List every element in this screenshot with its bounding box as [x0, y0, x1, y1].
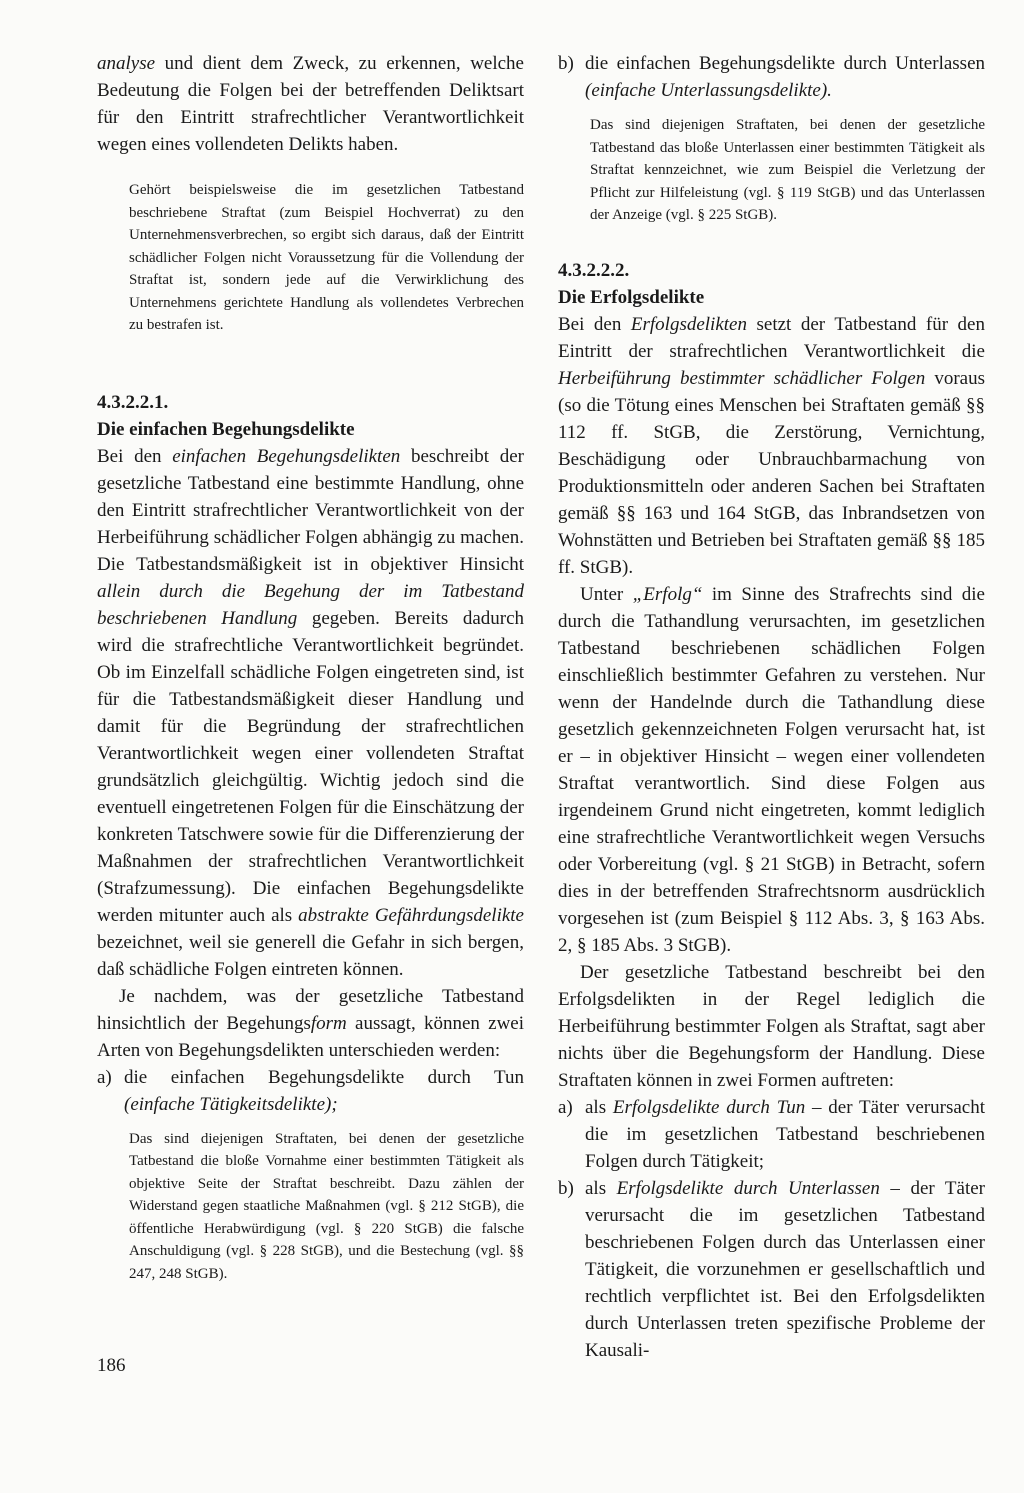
emphasis-text: (einfache Tätigkeitsdelikte);	[124, 1093, 338, 1115]
section-number: 4.3.2.2.1.	[97, 391, 169, 413]
emphasis-text: „Erfolg“	[632, 583, 703, 605]
emphasis-text: Herbeiführung bestimmter schädlicher Folgen	[558, 367, 926, 389]
list-text: die einfachen Begehungsdelikte durch Tun (einfache Tätigkeitsdelikte);	[124, 1066, 524, 1115]
list-label: b)	[558, 53, 574, 74]
emphasis-text: abstrakte Gefährdungsdelikte	[298, 904, 524, 926]
list-label: a)	[558, 1096, 573, 1118]
left-column	[97, 50, 524, 1285]
note-unterlassungsdelikte: Das sind diejenigen Straftaten, bei denen der gesetzliche Tatbestand das bloße Unterlassen einer bestimmten Tätigkeit als Straftat kennzeichnet, wie zum Beispiel die Verletzung der Pflicht zur Hilfeleistung (vgl. § 119 StGB) und das Unterlassen der Anzeige (vgl. § 225 StGB).	[590, 117, 985, 223]
list-text: die einfachen Begehungsdelikte durch Unterlassen (einfache Unterlassungsdelikte).	[585, 53, 985, 101]
list-item-a	[97, 1064, 524, 1118]
paragraph-main: Bei den einfachen Begehungsdelikten beschreibt der gesetzliche Tatbestand eine bestimmte Handlung, ohne den Eintritt strafrechtlicher Verantwortlichkeit von der Herbeiführung schädlicher Folgen abhängig zu machen. Die Tatbestandsmäßigkeit ist in objektiver Hinsicht allein durch die Begehung der im Tatbestand beschriebenen Handlung gegeben. Bereits dadurch wird die strafrechtliche Verantwortlichkeit begründet. Ob im Einzelfall schädliche Folgen eingetreten sind, ist für die Tatbestandsmäßigkeit dieser Handlung und damit für die Begründung der strafrechtlichen Verantwortlichkeit wegen einer vollendeten Straftat grundsätzlich gleichgültig. Wichtig jedoch sind die eventuell eingetretenen Folgen für die Einschätzung der konkreten Tatschwere sowie für die Differenzierung der Maßnahmen der strafrechtlichen Verantwortlichkeit (Strafzumessung). Die einfachen Begehungsdelikte werden mitunter auch als abstrakte Gefährdungsdelikte bezeichnet, weil sie generell die Gefahr in sich bergen, daß schädliche Folgen eintreten können.	[97, 445, 525, 980]
list-item-b	[558, 50, 985, 104]
section-title: Die Erfolgsdelikte	[558, 286, 705, 308]
emphasis-text: form	[310, 1012, 347, 1034]
list-item-a	[558, 1094, 985, 1175]
emphasis-text: (einfache Unterlassungsdelikte).	[585, 80, 832, 101]
list-item-b	[558, 1175, 985, 1364]
note-unternehmensverbrechen: Gehört beispielsweise die im gesetzlichen Tatbestand beschriebene Straftat (zum Beispiel Hochverrat) zu den Unternehmensverbrechen, so ergibt sich daraus, daß der Eintritt schädlicher Folgen nicht Voraussetzung für die Vollendung der Straftat ist, sondern jede auf die Verwirklichung des Unternehmens gerichtete Handlung als vollendetes Verbrechen zu bestrafen ist.	[129, 182, 524, 333]
emphasis-text: Erfolgsdelikte durch Tun	[612, 1096, 806, 1118]
paragraph-intro: analyse und dient dem Zweck, zu erkennen, welche Bedeutung die Folgen bei der betreffenden Deliktsart für den Eintritt strafrechtlicher Verantwortlichkeit wegen eines vollendeten Delikts haben.	[97, 53, 524, 155]
emphasis-text: analyse	[97, 53, 156, 74]
emphasis-text: allein durch die Begehung der im Tatbestand beschriebenen Handlung	[97, 580, 524, 629]
page-number: 186	[97, 1355, 126, 1376]
emphasis-text: Erfolgsdelikte durch Unterlassen	[616, 1177, 880, 1199]
emphasis-text: einfachen Begehungsdelikten	[172, 445, 401, 467]
list-text: als Erfolgsdelikte durch Unterlassen – der Täter verursacht die im gesetzlichen Tatbestand beschriebenen Folgen durch das Unterlassen einer Tätigkeit, die vorzunehmen er gesellschaftlich und rechtlich verpflichtet ist. Bei den Erfolgsdelikten durch Unterlassen treten spezifische Probleme der Kausali-	[585, 1177, 985, 1361]
right-column	[558, 50, 985, 1364]
paragraph-erfolgsdelikte: Bei den Erfolgsdelikten setzt der Tatbestand für den Eintritt der strafrechtlichen Verantwortlichkeit die Herbeiführung bestimmter schädlicher Folgen voraus (so die Tötung eines Menschen bei Straftaten gemäß §§ 112 ff. StGB, die Zerstörung, Vernichtung, Beschädigung oder Unbrauchbarmachung von Produktionsmitteln oder anderen Sachen bei Straftaten gemäß §§ 163 und 164 StGB, das Inbrandsetzen von Wohnstätten und Betrieben bei Straftaten gemäß §§ 185 ff. StGB).	[558, 313, 985, 578]
section-title: Die einfachen Begehungsdelikte	[97, 418, 355, 440]
paragraph-tatbestand: Der gesetzliche Tatbestand beschreibt bei den Erfolgsdelikten in der Regel lediglich die Herbeiführung bestimmter Folgen als Straftat, sagt aber nichts über die Begehungsform der Handlung. Diese Straftaten können in zwei Formen auftreten:	[558, 961, 985, 1091]
note-taetigkeitsdelikte: Das sind diejenigen Straftaten, bei denen der gesetzliche Tatbestand die bloße Vornahme einer bestimmten Tätigkeit als objektive Seite der Straftat beschreibt. Dazu zählen der Widerstand gegen staatliche Maßnahmen (vgl. § 212 StGB), die öffentliche Herabwürdigung (vgl. § 220 StGB) die falsche Anschuldigung (vgl. § 228 StGB), und die Bestechung (vgl. §§ 247, 248 StGB).	[129, 1130, 524, 1282]
list-text: als Erfolgsdelikte durch Tun – der Täter verursacht die im gesetzlichen Tatbestand beschriebenen Folgen durch Tätigkeit;	[585, 1096, 986, 1172]
list-label: a)	[97, 1066, 112, 1088]
list-label: b)	[558, 1177, 574, 1199]
emphasis-text: Erfolgsdelikten	[630, 313, 747, 335]
paragraph-erfolg-definition: Unter „Erfolg“ im Sinne des Strafrechts sind die durch die Tathandlung verursachten, im gesetzlichen Tatbestand beschriebenen schädlichen Folgen einschließlich bestimmter Gefahren zu verstehen. Nur wenn der Handelnde durch die Tathandlung diese gesetzlich gekennzeichneten Folgen verursacht hat, ist er – in objektiver Hinsicht – wegen einer vollendeten Straftat verantwortlich. Sind diese Folgen aus irgendeinem Grund nicht eingetreten, kommt lediglich eine strafrechtliche Verantwortlichkeit wegen Versuchs oder Vorbereitung (vgl. § 21 StGB) in Betracht, sofern dies in der betreffenden Strafrechtsnorm ausdrücklich vorgesehen ist (zum Beispiel § 112 Abs. 3, § 163 Abs. 2, § 185 Abs. 3 StGB).	[558, 583, 985, 956]
paragraph-forms: Je nachdem, was der gesetzliche Tatbestand hinsichtlich der Begehungsform aussagt, können zwei Arten von Begehungsdelikten unterschieden werden:	[97, 985, 524, 1061]
section-number: 4.3.2.2.2.	[558, 259, 630, 281]
